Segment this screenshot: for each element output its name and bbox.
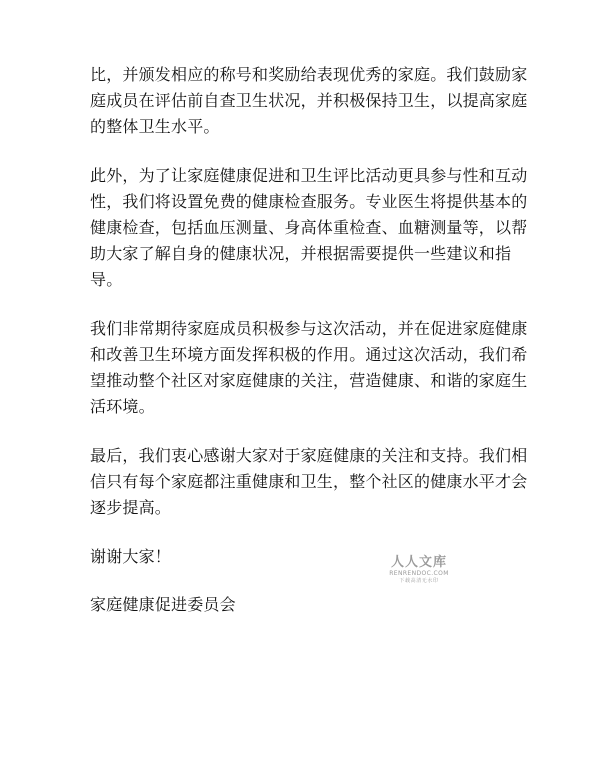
signature: 家庭健康促进委员会: [90, 595, 236, 614]
watermark-brand: 人人文库: [390, 555, 447, 570]
paragraph-award: 比，并颁发相应的称号和奖励给表现优秀的家庭。我们鼓励家庭成员在评估前自查卫生状况，并积极保持卫生，以提高家庭的整体卫生水平。: [90, 65, 528, 136]
closing-line: 谢谢大家！: [90, 547, 172, 566]
watermark-site: RENRENDOC.COM: [389, 570, 449, 577]
paragraph-thanks: 最后，我们衷心感谢大家对于家庭健康的关注和支持。我们相信只有每个家庭都注重健康和卫生，整个社区的健康水平才会逐步提高。: [90, 446, 528, 517]
paragraph-participation: 我们非常期待家庭成员积极参与这次活动，并在促进家庭健康和改善卫生环境方面发挥积极的作用。通过这次活动，我们希望推动整个社区对家庭健康的关注，营造健康、和谐的家庭生活环境。: [90, 319, 528, 416]
document-body: [90, 62, 530, 640]
watermark-note: 下载高清无水印: [399, 578, 439, 584]
paragraph-health-check: 此外，为了让家庭健康促进和卫生评比活动更具参与性和互动性，我们将设置免费的健康检查服务。专业医生将提供基本的健康检查，包括血压测量、身高体重检查、血糖测量等，以帮助大家了解自身的健康状况，并根据需要提供一些建议和指导。: [90, 166, 528, 289]
watermark-logo: [388, 556, 450, 585]
